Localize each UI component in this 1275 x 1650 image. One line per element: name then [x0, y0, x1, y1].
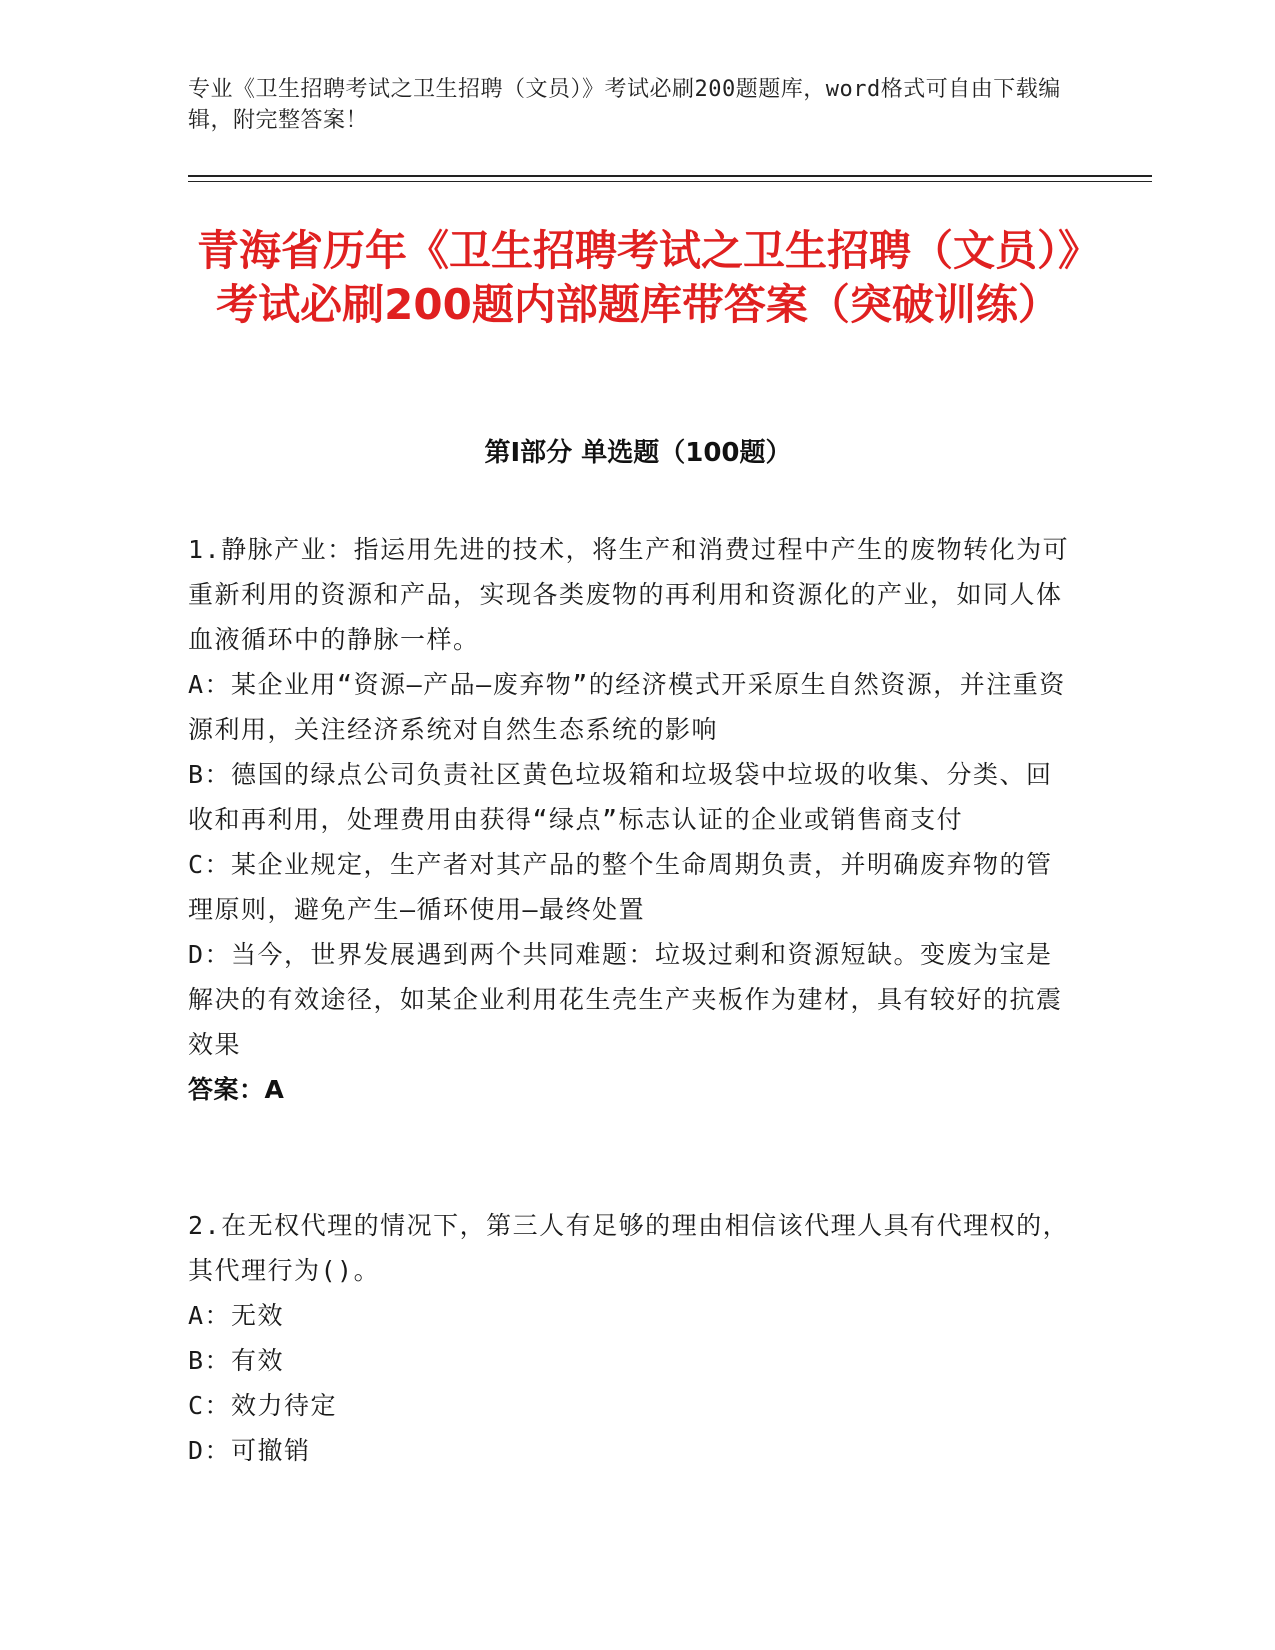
question-2 — [188, 1203, 1078, 1473]
question-1-option-c: C：某企业规定，生产者对其产品的整个生命周期负责，并明确废弃物的管理原则，避免产生—循环使用—最终处置 — [188, 850, 1053, 924]
question-2-option-b: B：有效 — [188, 1346, 285, 1375]
question-2-option-c: C：效力待定 — [188, 1391, 338, 1420]
document-title: 青海省历年《卫生招聘考试之卫生招聘（文员）》考试必刷200题内部题库带答案（突破训练） — [196, 226, 1079, 329]
header-rule-thick — [188, 175, 1152, 177]
question-1-option-d: D：当今，世界发展遇到两个共同难题：垃圾过剩和资源短缺。变废为宝是解决的有效途径，如某企业利用花生壳生产夹板作为建材，具有较好的抗震效果 — [188, 940, 1063, 1059]
question-1-option-b: B：德国的绿点公司负责社区黄色垃圾箱和垃圾袋中垃圾的收集、分类、回收和再利用，处理费用由获得“绿点”标志认证的企业或销售商支付 — [188, 760, 1053, 834]
question-1-answer: 答案：A — [188, 1075, 285, 1104]
question-2-option-d: D：可撤销 — [188, 1436, 311, 1465]
question-1 — [188, 527, 1078, 1112]
question-2-option-a: A：无效 — [188, 1301, 285, 1330]
header-rule-thin — [188, 181, 1152, 182]
section-heading: 第Ⅰ部分 单选题（100题） — [484, 438, 792, 468]
question-1-stem: 1.静脉产业：指运用先进的技术，将生产和消费过程中产生的废物转化为可重新利用的资源和产品，实现各类废物的再利用和资源化的产业，如同人体血液循环中的静脉一样。 — [188, 535, 1070, 654]
header-note: 专业《卫生招聘考试之卫生招聘（文员）》考试必刷200题题库，word格式可自由下载编辑，附完整答案！ — [188, 77, 1061, 133]
question-1-option-a: A：某企业用“资源—产品—废弃物”的经济模式开采原生自然资源，并注重资源利用，关注经济系统对自然生态系统的影响 — [188, 670, 1066, 744]
question-2-stem: 2.在无权代理的情况下，第三人有足够的理由相信该代理人具有代理权的，其代理行为()。 — [188, 1211, 1070, 1285]
